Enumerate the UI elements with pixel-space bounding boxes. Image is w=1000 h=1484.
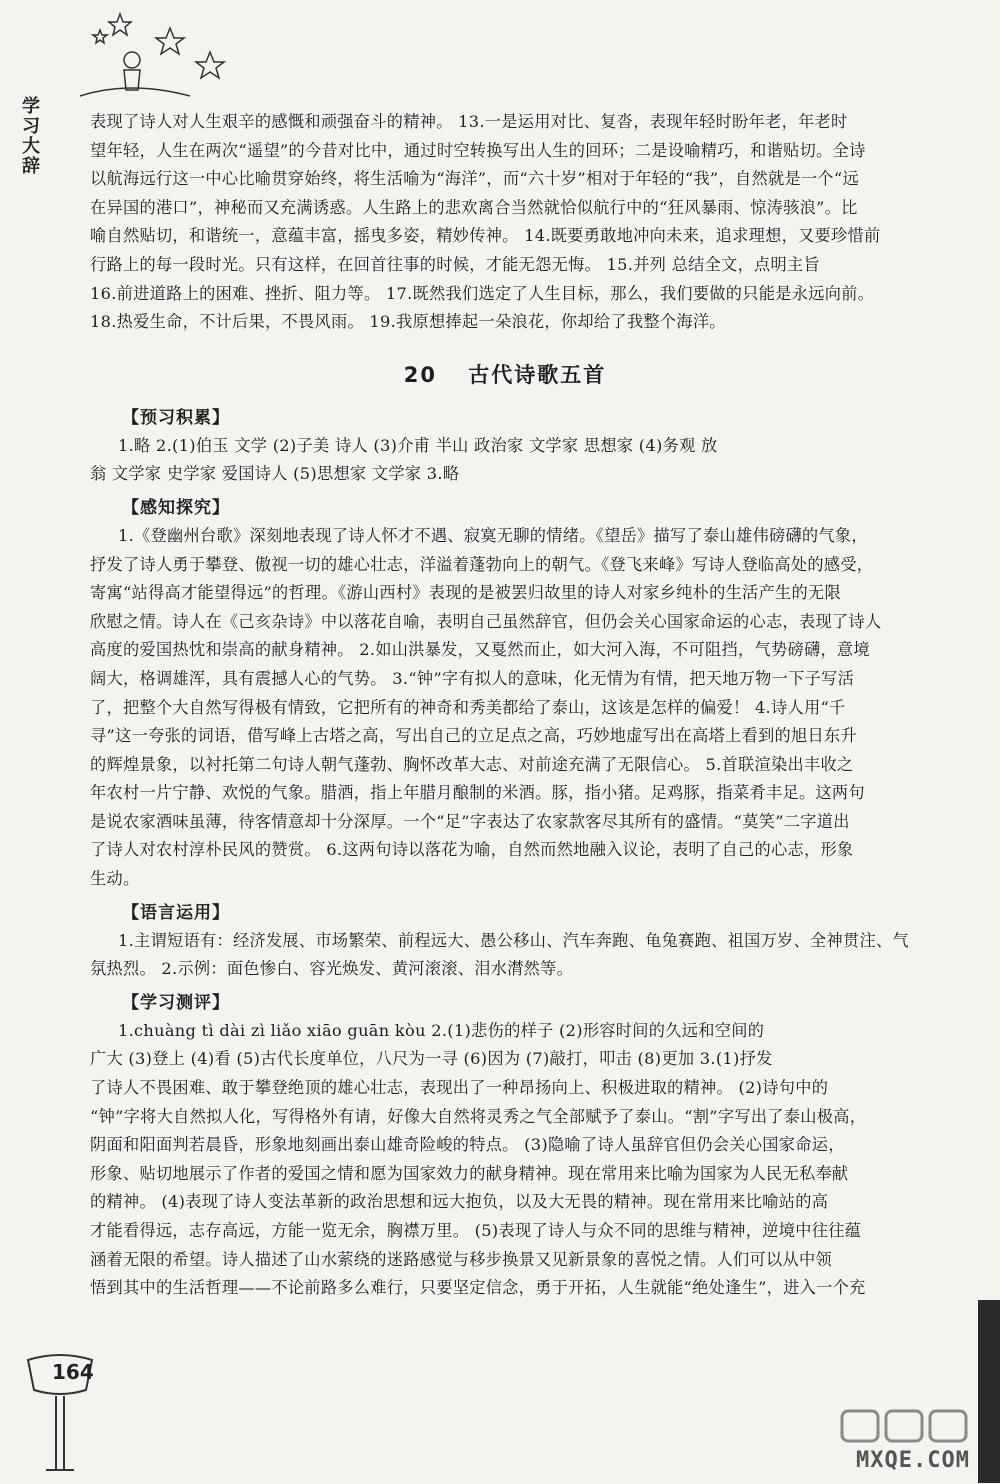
text-line: 阔大，格调雄浑，具有震撼人心的气势。 3.“钟”字有拟人的意味，化无情为有情，把天地万物一下子写活 (90, 668, 855, 688)
text-line: 1.chuàng tì dài zì liǎo xiāo guān kòu 2.(1)悲伤的样子 (2)形容时间的久远和空间的 (118, 1020, 765, 1040)
text-line: 欣慰之情。诗人在《己亥杂诗》中以落花自喻，表明自己虽然辞官，但仍会关心国家命运的心志，表现了诗人 (90, 611, 882, 631)
text-line: 了诗人对农村淳朴民风的赞赏。 6.这两句诗以落花为喻，自然而然地融入议论，表明了自己的心志，形象 (90, 840, 854, 860)
text-line: 表现了诗人对人生艰辛的感慨和顽强奋斗的精神。 13.一是运用对比、复沓，表现年轻时盼年老，年老时 (90, 112, 848, 131)
page-number-signpost (20, 1350, 100, 1480)
text-line: 的精神。 (4)表现了诗人变法革新的政治思想和远大抱负，以及大无畏的精神。现在常用来比喻站的高 (90, 1192, 829, 1212)
text-line: 16.前进道路上的困难、挫折、阻力等。 17.既然我们选定了人生目标，那么，我们要做的只能是永远向前。 (90, 283, 875, 303)
text-line: 年农村一片宁静、欢悦的气象。腊酒，指上年腊月酿制的米酒。豚，指小猪。足鸡豚，指菜肴丰足。这两句 (90, 783, 865, 803)
intro-paragraph (90, 108, 920, 337)
text-line: 1.主谓短语有：经济发展、市场繁荣、前程远大、愚公移山、汽车奔跑、龟兔赛跑、祖国万岁、全神贯注、气 (118, 930, 909, 950)
text-line: 高度的爱国热忱和崇高的献身精神。 2.如山洪暴发，又戛然而止，如大河入海，不可阻挡，气势磅礴，意境 (90, 640, 870, 660)
text-line: 才能看得远，志存高远，方能一览无余，胸襟万里。 (5)表现了诗人与众不同的思维与精神，逆境中往往蕴 (90, 1221, 862, 1240)
side-label: 学习大辞 (19, 96, 40, 176)
text-line: 望年轻，人生在两次“遥望”的今昔对比中，通过时空转换写出人生的回环；二是设喻精巧，和谐贴切。全诗 (90, 140, 866, 160)
text-line: 在异国的港口”，神秘而又充满诱惑。人生路上的悲欢离合当然就恰似航行中的“狂风暴雨、惊涛骇浪”。比 (90, 197, 858, 217)
chapter-number: 20 (403, 362, 437, 387)
page-edge-tab (978, 1300, 1000, 1483)
text-line: 翁 文学家 史学家 爱国诗人 (5)思想家 文学家 3.略 (90, 464, 460, 484)
section-heading-assessment: 【学习测评】 (122, 992, 230, 1013)
chapter-title (90, 359, 920, 389)
text-line: 氛热烈。 2.示例：面色惨白、容光焕发、黄河滚滚、泪水潸然等。 (90, 959, 574, 979)
text-line: 形象、贴切地展示了作者的爱国之情和愿为国家效力的献身精神。现在常用来比喻为国家为人民无私奉献 (90, 1163, 849, 1183)
text-line: 寄寓“站得高才能望得远”的哲理。《游山西村》表现的是被罢归故里的诗人对家乡纯朴的生活产生的无限 (90, 583, 841, 603)
text-line: “钟”字将大自然拟人化，写得格外有请，好像大自然将灵秀之气全部赋予了泰山。“割”字写出了泰山极高， (90, 1106, 867, 1126)
page-number: 164 (52, 1360, 94, 1384)
text-line: 1.略 2.(1)伯玉 文学 (2)子美 诗人 (3)介甫 半山 政治家 文学家 思想家 (4)务观 放 (118, 435, 718, 455)
text-line: 是说农家酒味虽薄，待客情意却十分深厚。一个“足”字表达了农家款客尽其所有的盛情。“莫笑”二字道出 (90, 811, 850, 831)
text-line: 的辉煌景象，以衬托第二句诗人朝气蓬勃、胸怀改革大志、对前途充满了无限信心。 5.首联渲染出丰收之 (90, 754, 854, 774)
section-body-preview (90, 432, 920, 489)
section-body-language (90, 927, 920, 984)
text-line: 18.热爱生命，不计后果，不畏风雨。 19.我原想捧起一朵浪花，你却给了我整个海洋。 (90, 312, 726, 332)
text-line: 涵着无限的希望。诗人描述了山水萦绕的迷路感觉与移步换景又见新景象的喜悦之情。人们可以从中领 (90, 1249, 832, 1269)
text-line: 生动。 (90, 869, 140, 889)
section-body-assessment (90, 1017, 920, 1303)
text-line: 了，把整个大自然写得极有情致，它把所有的神奇和秀美都给了泰山，这该是怎样的偏爱！ 4.诗人用“千 (90, 697, 846, 717)
section-heading-preview: 【预习积累】 (122, 407, 230, 428)
stars-cartoon-icon (60, 0, 240, 110)
text-line: 寻”这一夸张的词语，借写峰上古塔之高，写出自己的立足点之高，巧妙地虚写出在高塔上看到的旭日东升 (90, 726, 857, 746)
text-line: 喻自然贴切，和谐统一，意蕴丰富，摇曳多姿，精妙传神。 14.既要勇敢地冲向未来，追求理想，又要珍惜前 (90, 226, 881, 246)
text-line: 了诗人不畏困难、敢于攀登绝顶的雄心壮志，表现出了一种昂扬向上、积极进取的精神。 (2)诗句中的 (90, 1078, 829, 1098)
section-body-explore (90, 522, 920, 894)
section-heading-language: 【语言运用】 (122, 902, 230, 923)
watermark-text: MXQE.COM (856, 1448, 970, 1473)
text-line: 抒发了诗人勇于攀登、傲视一切的雄心壮志，洋溢着蓬勃向上的朝气。《登飞来峰》写诗人登临高处的感受， (90, 554, 874, 574)
text-line: 1.《登幽州台歌》深刻地表现了诗人怀才不遇、寂寞无聊的情绪。《望岳》描写了泰山雄伟磅礴的气象， (118, 525, 868, 545)
text-line: 悟到其中的生活哲理——不论前路多么难行，只要坚定信念，勇于开拓，人生就能“绝处逢生”，进入一个充 (90, 1278, 866, 1298)
text-line: 以航海远行这一中心比喻贯穿始终，将生活喻为“海洋”，而“六十岁”相对于年轻的“我”，自然就是一个“远 (90, 169, 859, 189)
text-line: 行路上的每一段时光。只有这样，在回首往事的时候，才能无怨无悔。 15.并列 总结全文，点明主旨 (90, 254, 821, 274)
section-heading-explore: 【感知探究】 (122, 497, 230, 518)
chapter-name: 古代诗歌五首 (468, 362, 607, 387)
text-line: 阴面和阳面判若晨昏，形象地刻画出泰山雄奇险峻的特点。 (3)隐喻了诗人虽辞官但仍会关心国家命运， (90, 1135, 845, 1155)
text-line: 广大 (3)登上 (4)看 (5)古代长度单位，八尺为一寻 (6)因为 (7)敲打，叩击 (8)更加 3.(1)抒发 (90, 1049, 773, 1069)
page-content (90, 108, 920, 1303)
